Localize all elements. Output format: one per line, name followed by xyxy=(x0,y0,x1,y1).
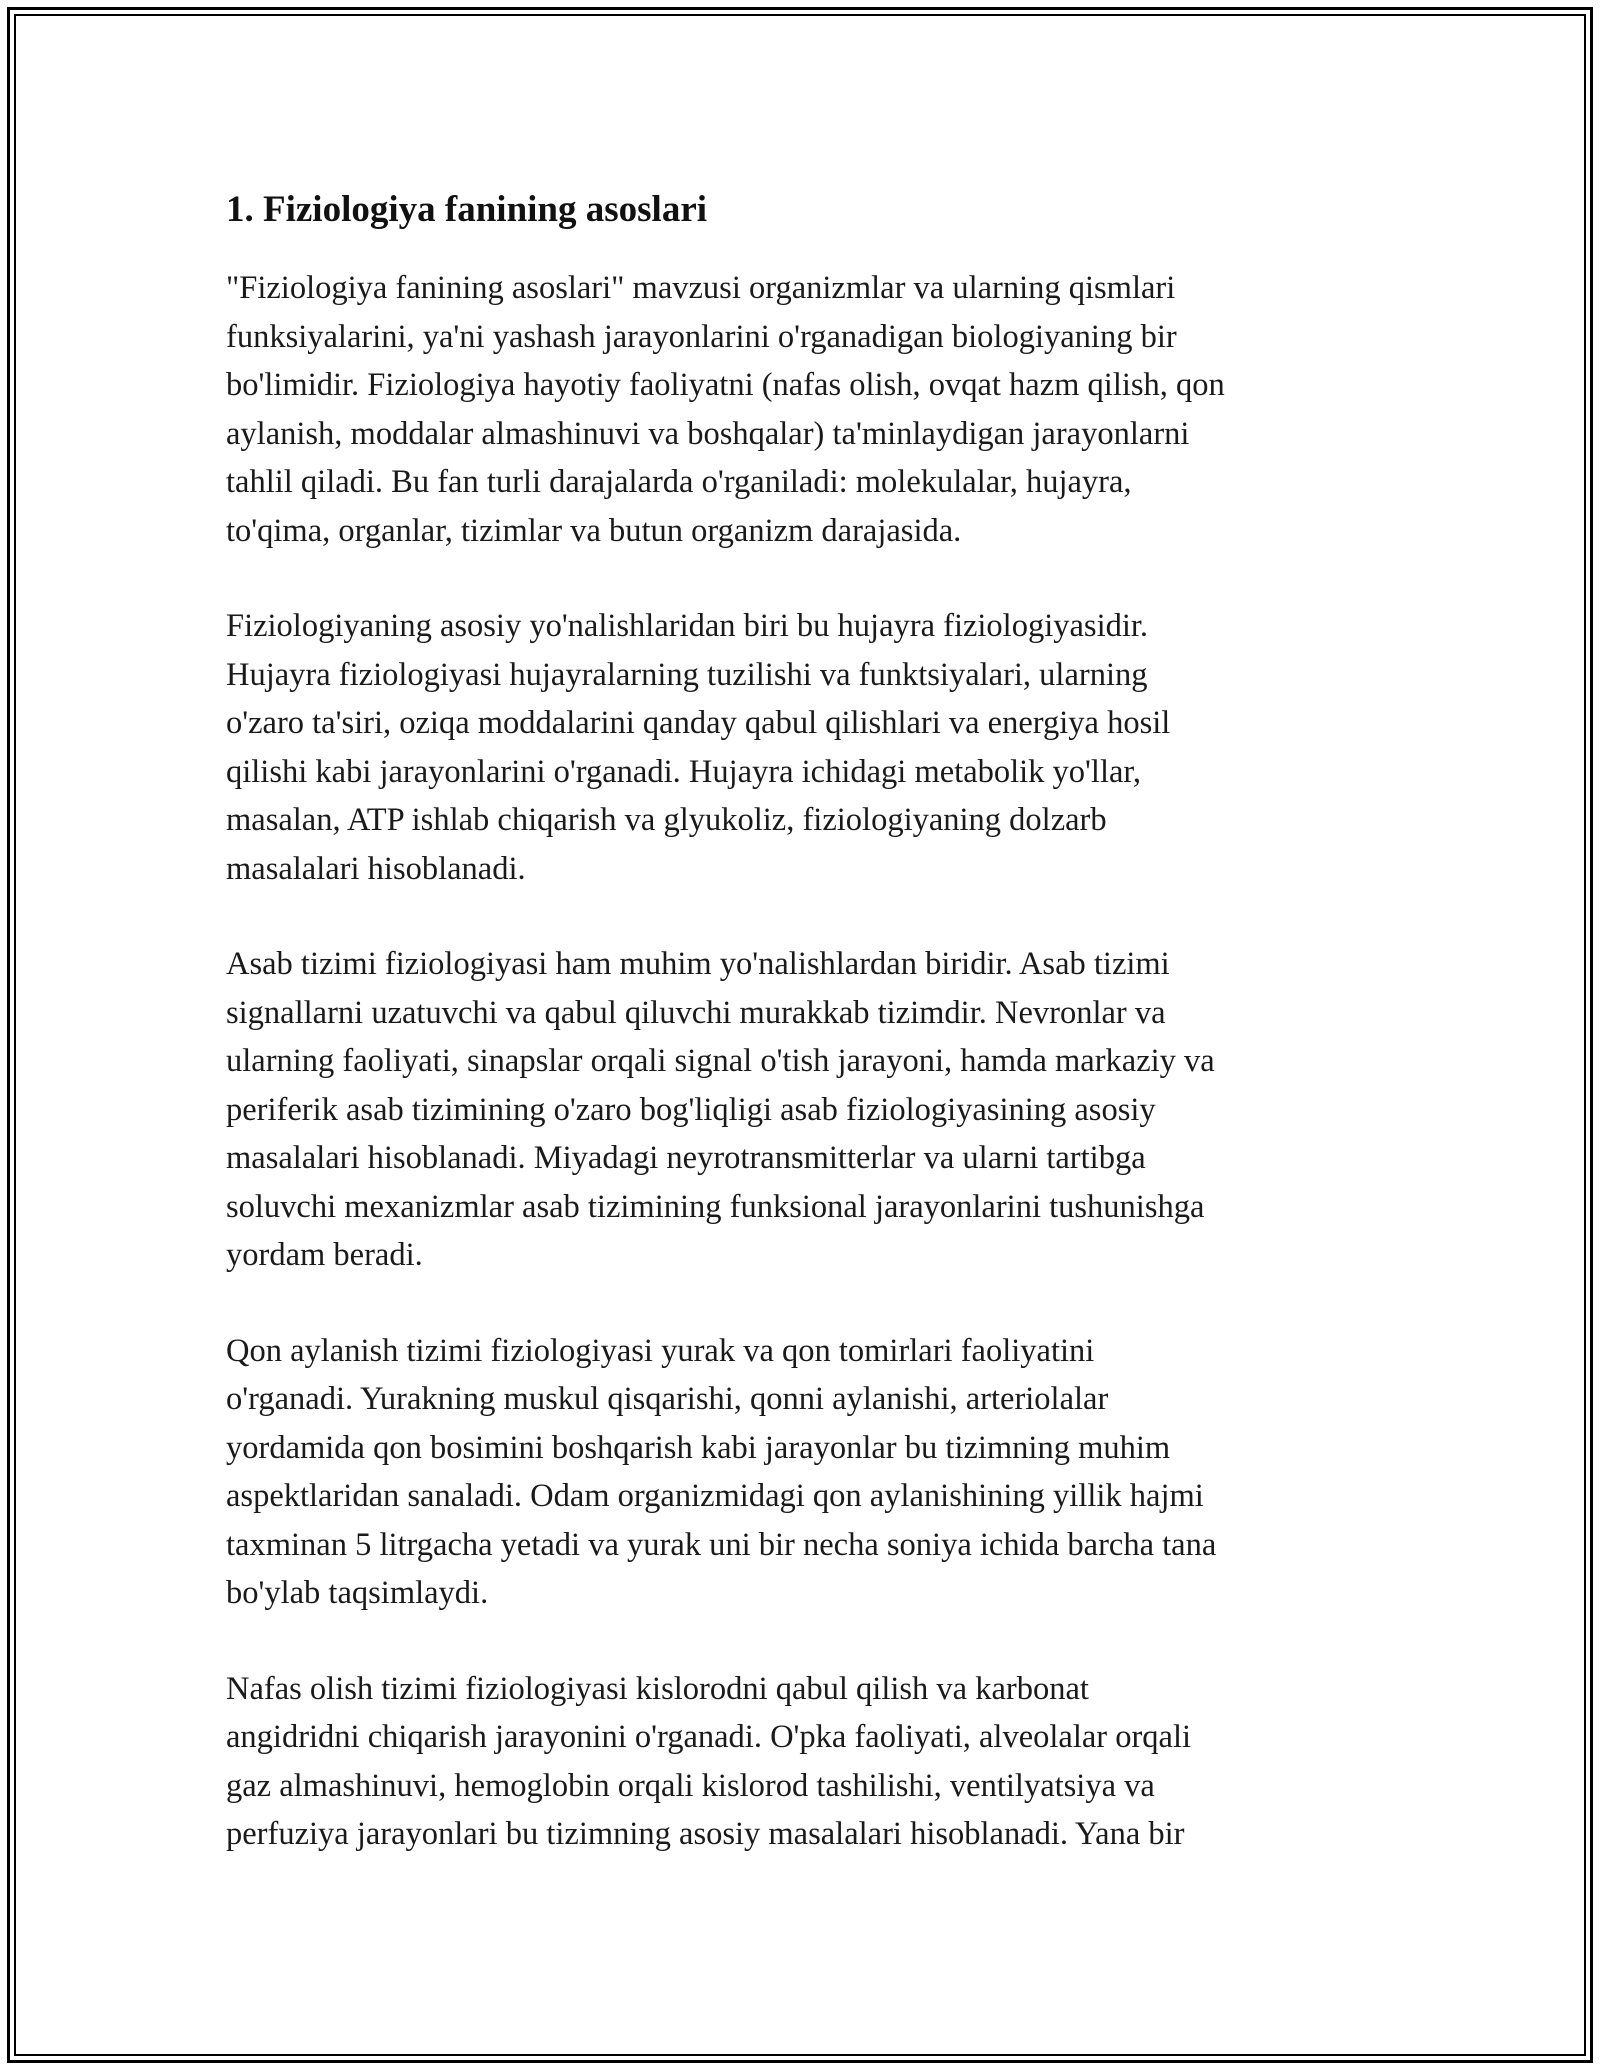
text-line: soluvchi mexanizmlar asab tizimining funksional jarayonlarini tushunishga xyxy=(226,1188,1205,1225)
paragraph-nervous-system xyxy=(226,940,1396,1280)
text-line: Asab tizimi fiziologiyasi ham muhim yo'nalishlardan biridir. Asab tizimi xyxy=(226,946,1170,982)
text-line: tahlil qiladi. Bu fan turli darajalarda o'rganiladi: molekulalar, hujayra, xyxy=(226,464,1132,500)
text-line: yordam beradi. xyxy=(226,1237,423,1273)
paragraph-circulatory-system xyxy=(226,1327,1396,1618)
text-line: masalalari hisoblanadi. xyxy=(226,850,526,887)
text-line: taxminan 5 litrgacha yetadi va yurak uni bir necha soniya ichida barcha tana xyxy=(226,1526,1217,1563)
text-line: "Fiziologiya fanining asoslari" mavzusi organizmlar va ularning qismlari xyxy=(226,270,1176,306)
text-line: yordamida qon bosimini boshqarish kabi jarayonlar bu tizimning muhim xyxy=(226,1429,1171,1466)
text-line: perfuziya jarayonlari bu tizimning asosiy masalalari hisoblanadi. Yana bir xyxy=(226,1816,1185,1852)
text-line: bo'ylab taqsimlaydi. xyxy=(226,1575,489,1611)
text-line: o'zaro ta'siri, oziqa moddalarini qanday qabul qilishlari va energiya hosil xyxy=(226,705,1171,741)
text-line: Hujayra fiziologiyasi hujayralarning tuzilishi va funktsiyalari, ularning xyxy=(226,656,1148,693)
text-line: bo'limidir. Fiziologiya hayotiy faoliyatni (nafas olish, ovqat hazm qilish, qon xyxy=(226,367,1225,403)
text-line: angidridni chiqarish jarayonini o'rganadi. O'pka faoliyati, alveolalar orqali xyxy=(226,1719,1192,1755)
section-heading: 1. Fiziologiya fanining asoslari xyxy=(226,189,708,230)
text-line: aspektlaridan sanaladi. Odam organizmidagi qon aylanishining yillik hajmi xyxy=(226,1478,1204,1514)
text-line: signallarni uzatuvchi va qabul qiluvchi murakkab tizimdir. Nevronlar va xyxy=(226,994,1166,1031)
text-line: aylanish, moddalar almashinuvi va boshqalar) ta'minlaydigan jarayonlarni xyxy=(226,415,1190,452)
text-line: to'qima, organlar, tizimlar va butun organizm darajasida. xyxy=(226,512,962,549)
text-line: masalalari hisoblanadi. Miyadagi neyrotransmitterlar va ularni tartibga xyxy=(226,1140,1146,1176)
text-line: o'rganadi. Yurakning muskul qisqarishi, qonni aylanishi, arteriolalar xyxy=(226,1381,1109,1417)
text-line: Nafas olish tizimi fiziologiyasi kislorodni qabul qilish va karbonat xyxy=(226,1670,1089,1707)
text-line: funksiyalarini, ya'ni yashash jarayonlarini o'rganadigan biologiyaning bir xyxy=(226,318,1177,355)
document-body xyxy=(226,184,1396,1906)
paragraph-respiratory-system xyxy=(226,1665,1396,1859)
text-line: Fiziologiyaning asosiy yo'nalishlaridan biri bu hujayra fiziologiyasidir. xyxy=(226,608,1149,644)
text-line: periferik asab tizimining o'zaro bog'liqligi asab fiziologiyasining asosiy xyxy=(226,1091,1156,1128)
text-line: ularning faoliyati, sinapslar orqali signal o'tish jarayoni, hamda markaziy va xyxy=(226,1043,1215,1079)
paragraph-intro xyxy=(226,264,1396,555)
text-line: qilishi kabi jarayonlarini o'rganadi. Hujayra ichidagi metabolik yo'llar, xyxy=(226,753,1142,790)
text-line: Qon aylanish tizimi fiziologiyasi yurak va qon tomirlari faoliyatini xyxy=(226,1332,1095,1369)
text-line: gaz almashinuvi, hemoglobin orqali kislorod tashilishi, ventilyatsiya va xyxy=(226,1767,1155,1804)
paragraph-cell-physiology xyxy=(226,602,1396,893)
text-line: masalan, ATP ishlab chiqarish va glyukoliz, fiziologiyaning dolzarb xyxy=(226,802,1107,838)
